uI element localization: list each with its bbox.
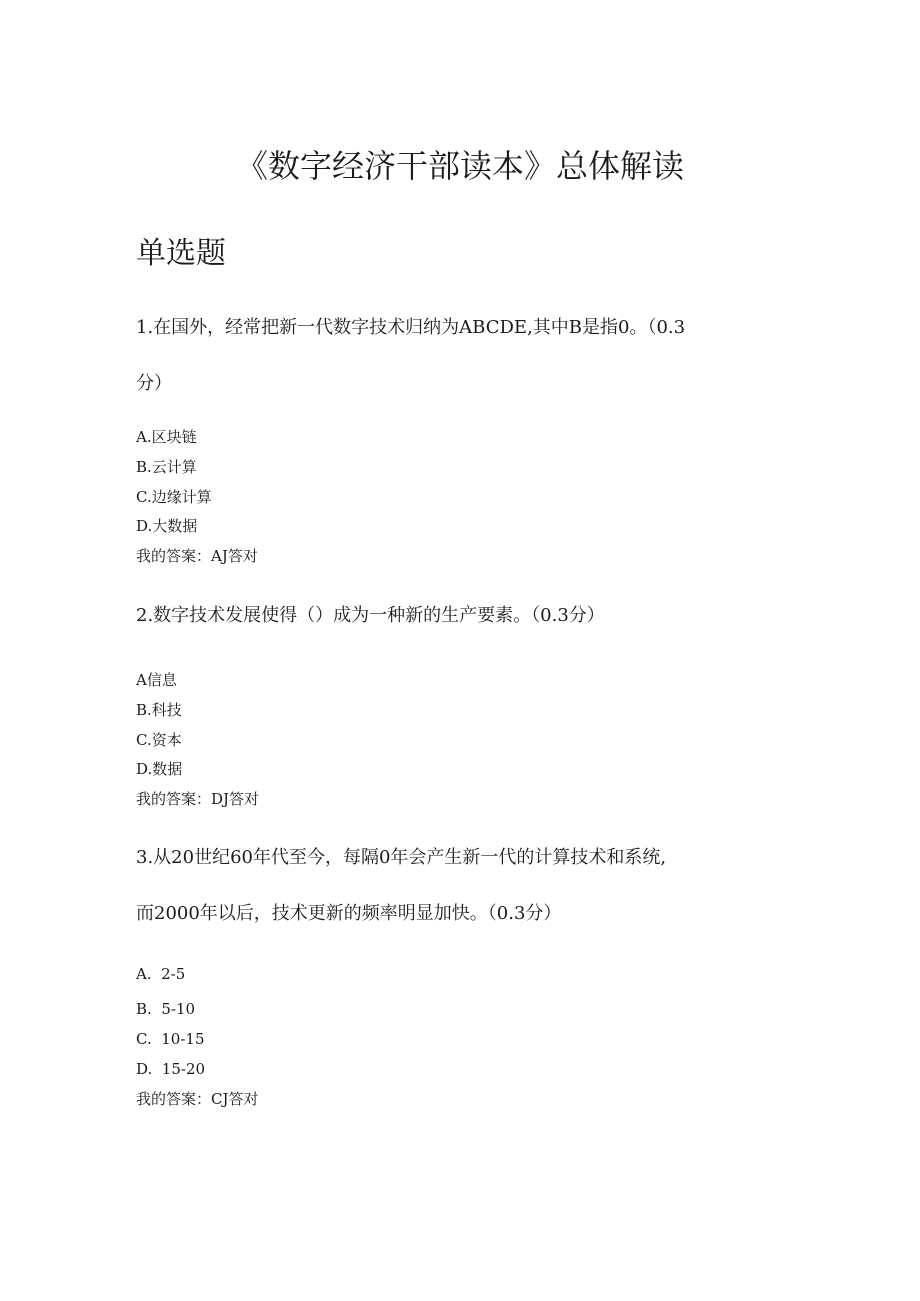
question-1-option-a: A.区块链 (136, 428, 197, 446)
question-3-option-d: D. 15-20 (136, 1060, 206, 1078)
question-3-answer: 我的答案：CJ答对 (136, 1090, 259, 1108)
question-2-option-b: B.科技 (136, 701, 182, 719)
question-1-answer: 我的答案：AJ答对 (136, 547, 258, 565)
question-stem-line: 1.在国外，经常把新一代数字技术归纳为ABCDE,其中B是指0。（0.3 (136, 317, 686, 338)
question-3-stem (136, 830, 776, 942)
question-1-option-d: D.大数据 (136, 517, 198, 535)
question-2-answer: 我的答案：DJ答对 (136, 790, 260, 808)
question-2-option-d: D.数据 (136, 760, 183, 778)
question-1-option-c: C.边缘计算 (136, 488, 212, 506)
question-stem-line: 分） (136, 373, 172, 394)
question-3-option-a: A. 2-5 (136, 965, 186, 983)
question-2-stem (136, 588, 776, 644)
question-3-option-b: B. 5-10 (136, 1000, 196, 1018)
question-2-option-a: A信息 (136, 671, 177, 689)
document-title: 《数字经济干部读本》总体解读 (235, 147, 684, 185)
question-3-option-c: C. 10-15 (136, 1030, 205, 1048)
question-stem-line: 3.从20世纪60年代至今，每隔0年会产生新一代的计算技术和系统, (136, 847, 667, 868)
question-stem-line: 2.数字技术发展使得（）成为一种新的生产要素。（0.3分） (136, 605, 605, 626)
section-heading: 单选题 (136, 236, 226, 271)
question-1-stem (136, 300, 776, 412)
question-2-option-c: C.资本 (136, 731, 182, 749)
question-1-option-b: B.云计算 (136, 458, 197, 476)
question-stem-line: 而2000年以后，技术更新的频率明显加快。（0.3分） (136, 903, 562, 924)
